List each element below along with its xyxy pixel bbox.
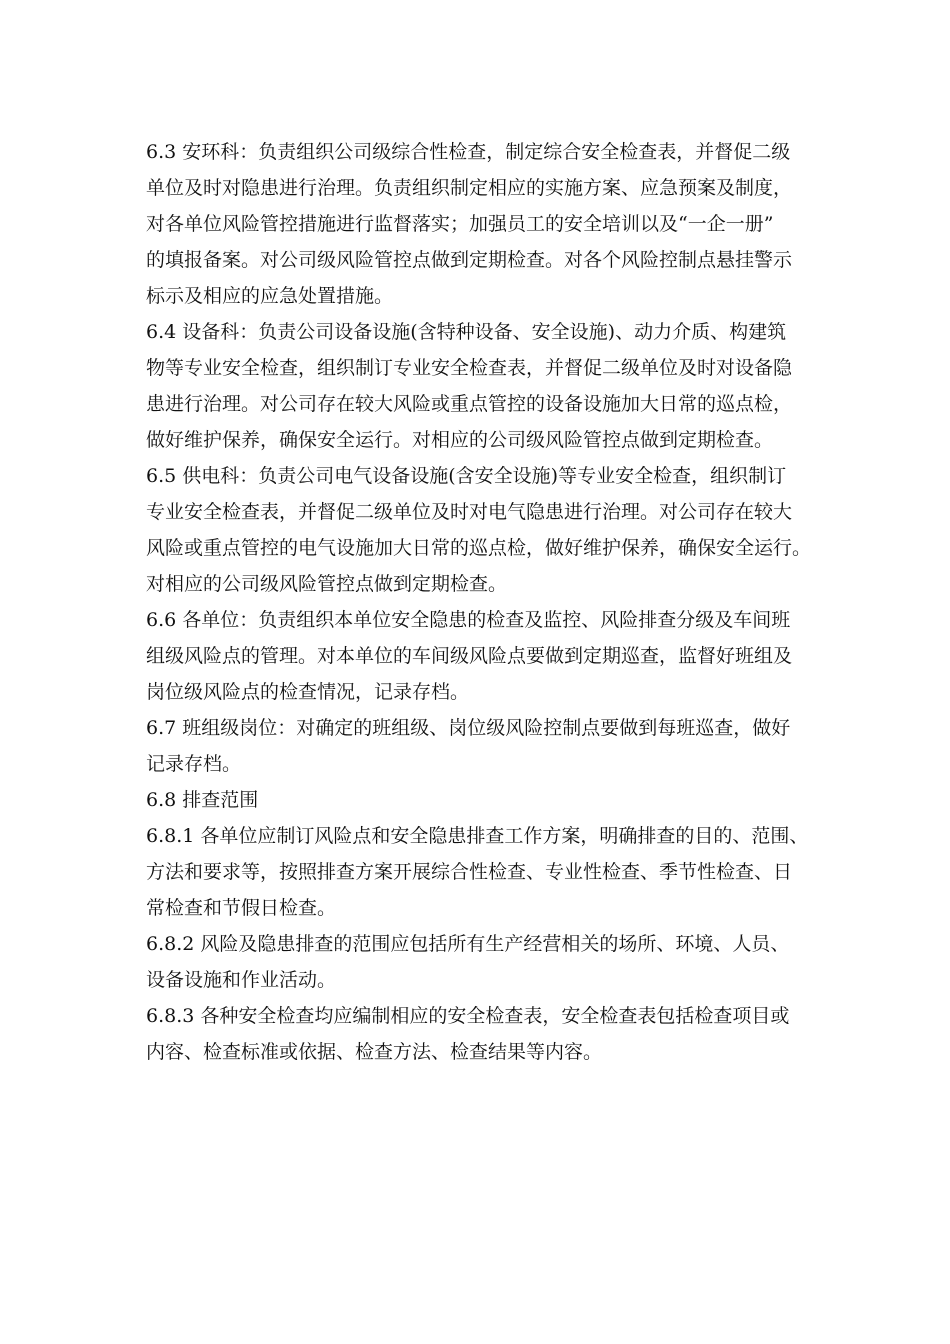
text-line: 对相应的公司级风险管控点做到定期检查。 bbox=[146, 573, 508, 595]
text-line: 6.8.1 各单位应制订风险点和安全隐患排查工作方案，明确排查的目的、范围、 bbox=[146, 825, 809, 847]
document-body bbox=[146, 134, 826, 1070]
text-line: 标示及相应的应急处置措施。 bbox=[146, 285, 394, 307]
text-line: 内容、检查标准或依据、检查方法、检查结果等内容。 bbox=[146, 1041, 603, 1063]
text-line: 6.3 安环科：负责组织公司级综合性检查，制定综合安全检查表，并督促二级 bbox=[146, 141, 791, 163]
text-line: 6.8 排查范围 bbox=[146, 789, 259, 811]
text-line: 的填报备案。对公司级风险管控点做到定期检查。对各个风险控制点悬挂警示 bbox=[146, 249, 793, 271]
text-line: 6.7 班组级岗位：对确定的班组级、岗位级风险控制点要做到每班巡查，做好 bbox=[146, 717, 791, 739]
text-line: 方法和要求等，按照排查方案开展综合性检查、专业性检查、季节性检查、日 bbox=[146, 861, 793, 883]
text-line: 物等专业安全检查，组织制订专业安全检查表，并督促二级单位及时对设备隐 bbox=[146, 357, 793, 379]
text-line: 6.8.2 风险及隐患排查的范围应包括所有生产经营相关的场所、环境、人员、 bbox=[146, 933, 790, 955]
text-line: 做好维护保养，确保安全运行。对相应的公司级风险管控点做到定期检查。 bbox=[146, 429, 774, 451]
text-line: 6.4 设备科：负责公司设备设施(含特种设备、安全设施)、动力介质、构建筑 bbox=[146, 321, 787, 343]
text-line: 6.8.3 各种安全检查均应编制相应的安全检查表，安全检查表包括检查项目或 bbox=[146, 1005, 790, 1027]
text-line: 单位及时对隐患进行治理。负责组织制定相应的实施方案、应急预案及制度， bbox=[146, 177, 793, 199]
text-line: 患进行治理。对公司存在较大风险或重点管控的设备设施加大日常的巡点检， bbox=[146, 393, 793, 415]
text-line: 组级风险点的管理。对本单位的车间级风险点要做到定期巡查，监督好班组及 bbox=[146, 645, 793, 667]
text-line: 6.6 各单位：负责组织本单位安全隐患的检查及监控、风险排查分级及车间班 bbox=[146, 609, 791, 631]
text-line: 常检查和节假日检查。 bbox=[146, 897, 337, 919]
text-line: 风险或重点管控的电气设施加大日常的巡点检，做好维护保养，确保安全运行。 bbox=[146, 537, 812, 559]
text-line: 对各单位风险管控措施进行监督落实；加强员工的安全培训以及“一企一册” bbox=[146, 213, 774, 235]
text-line: 专业安全检查表，并督促二级单位及时对电气隐患进行治理。对公司存在较大 bbox=[146, 501, 793, 523]
text-line: 记录存档。 bbox=[146, 753, 242, 775]
text-line: 设备设施和作业活动。 bbox=[146, 969, 337, 991]
text-line: 岗位级风险点的检查情况，记录存档。 bbox=[146, 681, 470, 703]
text-line: 6.5 供电科：负责公司电气设备设施(含安全设施)等专业安全检查，组织制订 bbox=[146, 465, 787, 487]
